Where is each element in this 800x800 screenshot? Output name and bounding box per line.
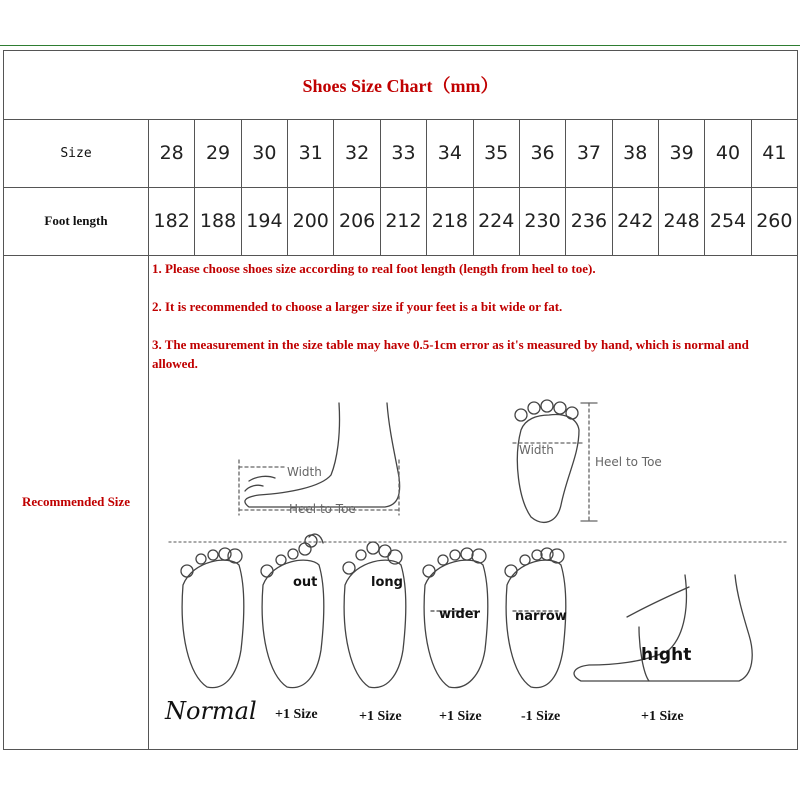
foot-length-cell: 236 — [566, 187, 612, 255]
size-adjustment-out: +1 Size — [275, 707, 318, 722]
size-chart-table — [3, 50, 798, 750]
size-cell: 41 — [762, 142, 787, 164]
size-cell: 36 — [520, 119, 566, 187]
foot-length-cell: 242 — [613, 187, 659, 255]
foot-length-cell: 260 — [756, 210, 793, 232]
out-label: out — [293, 575, 318, 590]
foot-length-cell: 254 — [705, 187, 751, 255]
foot-high-arch-illustration — [574, 575, 752, 681]
foot-length-cell: 194 — [242, 187, 288, 255]
foot-length-label: Foot length — [4, 187, 149, 255]
note-3: 3. The measurement in the size table may have 0.5-1cm error as it's measured by hand, which is normal and allowed. — [152, 337, 749, 371]
foot-length-cell: 206 — [334, 187, 380, 255]
note-1: 1. Please choose shoes size according to real foot length (length from heel to toe). — [152, 261, 596, 276]
size-label: Size — [4, 119, 149, 187]
size-adjustment-hight: +1 Size — [641, 709, 684, 724]
side-heel-to-toe-label: Heel to Toe — [289, 502, 356, 516]
recommended-body — [149, 255, 797, 749]
foot-length-cell: 230 — [520, 187, 566, 255]
size-adjustment-wider: +1 Size — [439, 709, 482, 724]
note-2: 2. It is recommended to choose a larger size if your feet is a bit wide or fat. — [152, 299, 563, 314]
top-foot-illustration — [513, 400, 597, 522]
size-cell: 33 — [381, 119, 427, 187]
size-cell: 29 — [195, 119, 241, 187]
recommended-row — [4, 255, 797, 749]
narrow-label: narrow — [515, 609, 567, 624]
size-adjustment-long: +1 Size — [359, 709, 402, 724]
size-adjustment-narrow: -1 Size — [521, 709, 561, 724]
long-label: long — [371, 575, 403, 590]
side-width-label: Width — [287, 465, 322, 479]
hight-label: hight — [641, 645, 692, 665]
size-cell: 39 — [659, 119, 705, 187]
foot-out-illustration — [261, 534, 324, 688]
size-cell: 40 — [705, 119, 751, 187]
recommended-size-label: Recommended Size — [4, 255, 149, 749]
size-cell: 31 — [288, 119, 334, 187]
foot-length-cell: 200 — [288, 187, 334, 255]
size-cell: 34 — [427, 119, 473, 187]
wider-label: wider — [439, 607, 480, 622]
foot-length-cell: 218 — [427, 187, 473, 255]
foot-long-illustration — [343, 542, 406, 688]
side-foot-illustration — [239, 403, 400, 515]
size-cell: 38 — [613, 119, 659, 187]
foot-illustrations — [149, 255, 797, 749]
chart-title: Shoes Size Chart（mm） — [302, 76, 499, 96]
foot-length-cell: 182 — [149, 187, 195, 255]
normal-label: Normal — [165, 697, 257, 725]
foot-length-cell: 224 — [474, 187, 520, 255]
size-cell: 28 — [149, 119, 195, 187]
foot-length-row — [4, 187, 797, 256]
top-heel-to-toe-label: Heel to Toe — [595, 455, 662, 469]
size-row — [4, 119, 797, 188]
foot-normal-illustration — [181, 548, 244, 688]
size-cell: 35 — [474, 119, 520, 187]
foot-length-cell: 188 — [195, 187, 241, 255]
foot-length-cell: 212 — [381, 187, 427, 255]
foot-length-cell: 248 — [659, 187, 705, 255]
size-cell: 30 — [242, 119, 288, 187]
size-cell: 32 — [334, 119, 380, 187]
top-divider-line — [0, 45, 800, 46]
title-row — [4, 51, 797, 120]
size-cell: 37 — [566, 119, 612, 187]
top-width-label: Width — [519, 443, 554, 457]
